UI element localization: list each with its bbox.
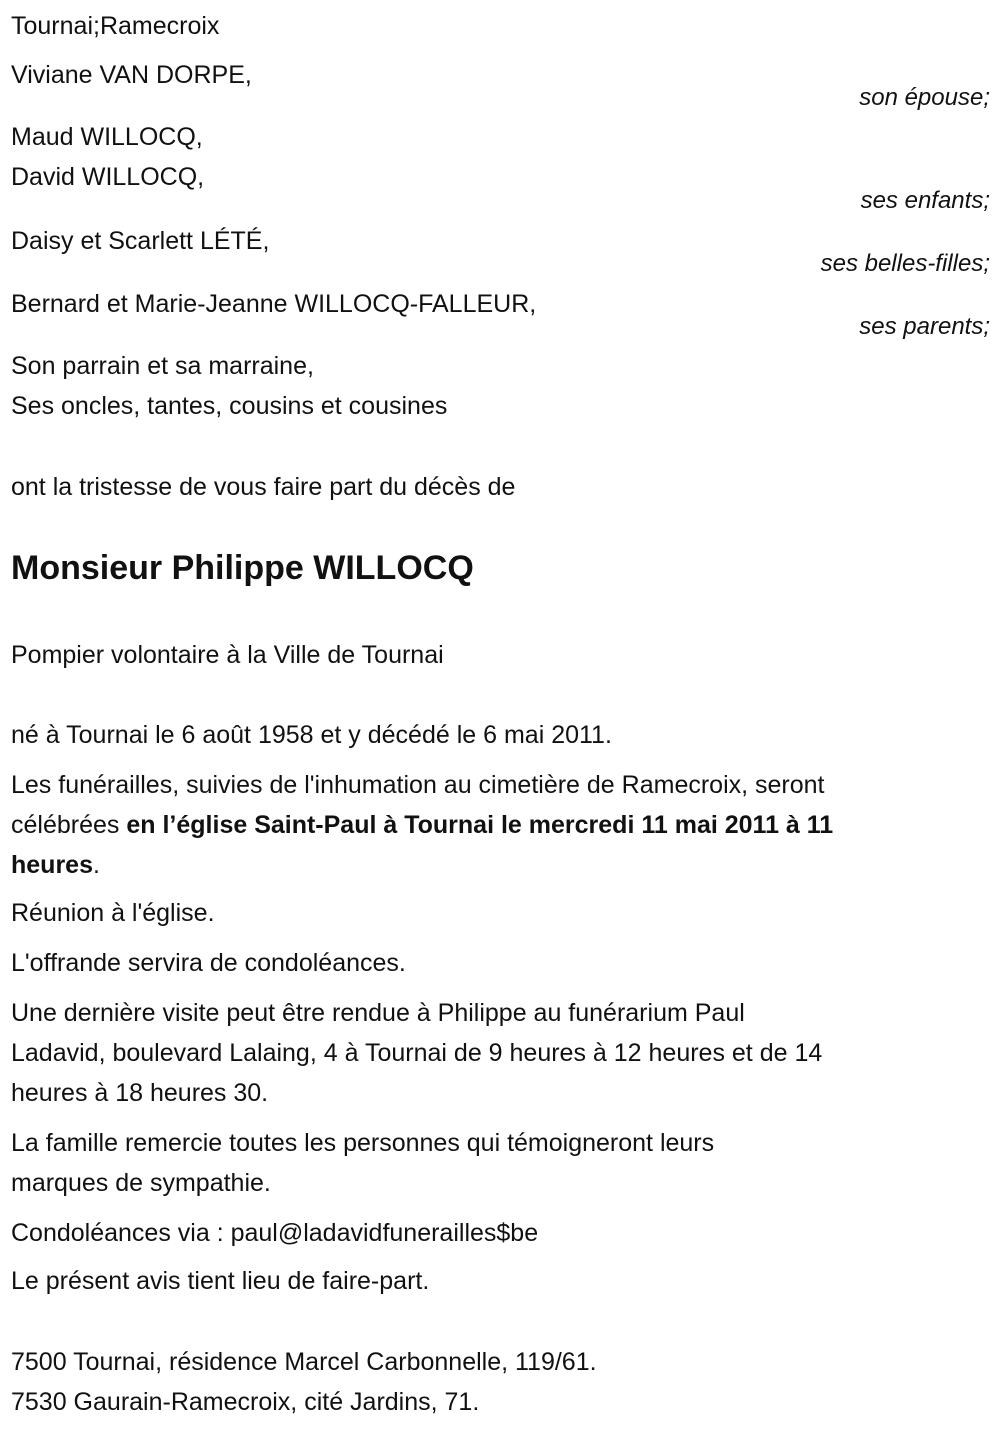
birth-death-dates: né à Tournai le 6 août 1958 et y décédé le 6 mai 2011.	[11, 721, 612, 749]
relatives: Ses oncles, tantes, cousins et cousines	[11, 392, 448, 420]
address: 7530 Gaurain-Ramecroix, cité Jardins, 71.	[11, 1388, 480, 1416]
children-role: ses enfants;	[860, 187, 990, 214]
funeral-line: Les funérailles, suivies de l'inhumation au cimetière de Ramecroix, seront	[11, 771, 825, 799]
condolences: Condoléances via : paul@ladavidfunerailles$be	[11, 1219, 539, 1247]
visit-line: Ladavid, boulevard Lalaing, 4 à Tournai de 9 heures à 12 heures et de 14	[11, 1039, 823, 1067]
child-name: David WILLOCQ,	[11, 163, 205, 191]
occupation: Pompier volontaire à la Ville de Tournai	[11, 641, 444, 669]
visit-line: Une dernière visite peut être rendue à Philippe au funérarium Paul	[11, 999, 745, 1027]
spouse-role: son épouse;	[859, 84, 990, 111]
meeting: Réunion à l'église.	[11, 899, 215, 927]
spouse-name: Viviane VAN DORPE,	[11, 61, 252, 89]
child-name: Maud WILLOCQ,	[11, 123, 203, 151]
stepdaughters-role: ses belles-filles;	[820, 250, 990, 277]
location: Tournai;Ramecroix	[11, 12, 220, 40]
announcement: ont la tristesse de vous faire part du décès de	[11, 473, 516, 501]
parents-role: ses parents;	[859, 313, 990, 340]
visit-line: heures à 18 heures 30.	[11, 1079, 269, 1107]
funeral-location-time: en l’église Saint-Paul à Tournai le mercredi 11 mai 2011 à 11	[126, 811, 834, 839]
notice: Le présent avis tient lieu de faire-part.	[11, 1267, 430, 1295]
offering: L'offrande servira de condoléances.	[11, 949, 406, 977]
deceased-name: Monsieur Philippe WILLOCQ	[11, 549, 474, 587]
funeral-text: célébrées	[11, 811, 127, 839]
godparents: Son parrain et sa marraine,	[11, 352, 314, 380]
stepdaughters-names: Daisy et Scarlett LÉTÉ,	[11, 227, 270, 255]
parents-names: Bernard et Marie-Jeanne WILLOCQ-FALLEUR,	[11, 290, 537, 318]
funeral-text: .	[92, 851, 100, 879]
address: 7500 Tournai, résidence Marcel Carbonnelle, 119/61.	[11, 1348, 597, 1376]
funeral-line	[11, 810, 833, 840]
funeral-location-time: heures	[11, 851, 93, 879]
thanks-line: La famille remercie toutes les personnes qui témoigneront leurs	[11, 1129, 715, 1157]
funeral-line	[11, 850, 100, 880]
thanks-line: marques de sympathie.	[11, 1169, 271, 1197]
